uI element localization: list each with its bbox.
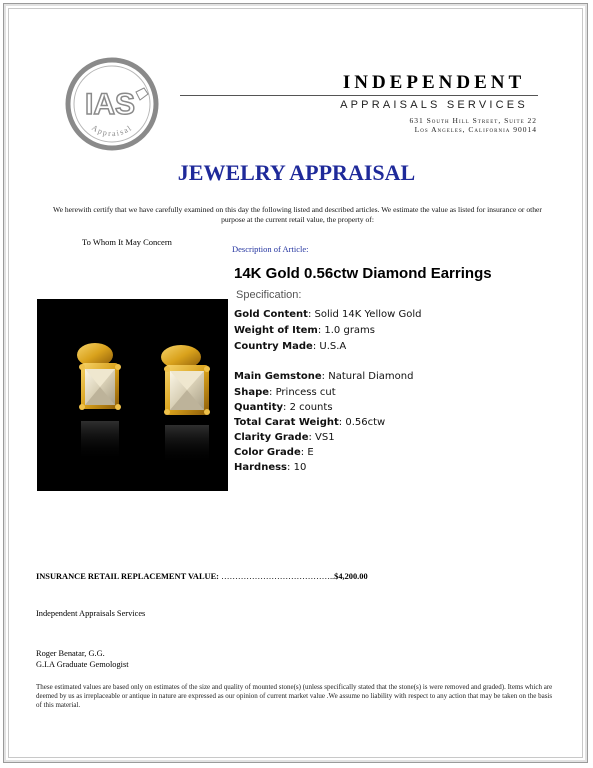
spec-total-carat: Total Carat Weight: 0.56ctw — [234, 417, 386, 428]
logo-letters: IAS — [84, 88, 136, 121]
description-label: Description of Article: — [232, 244, 309, 254]
header-divider — [180, 95, 538, 96]
footer-company: Independent Appraisals Services — [36, 609, 146, 618]
spec-value: Princess cut — [275, 387, 336, 398]
spec-value: 0.56ctw — [345, 417, 386, 428]
spec-label: Main Gemstone — [234, 371, 322, 382]
insurance-value-row — [36, 572, 368, 581]
spec-label: Gold Content — [234, 309, 308, 320]
spec-label: Color Grade — [234, 447, 301, 458]
address-line-2: Los Angeles, California 90014 — [414, 125, 537, 134]
spec-color: Color Grade: E — [234, 447, 314, 458]
spec-country: Country Made: U.S.A — [234, 341, 347, 352]
spec-gold-content: Gold Content: Solid 14K Yellow Gold — [234, 309, 422, 320]
spec-quantity: Quantity: 2 counts — [234, 402, 333, 413]
appraiser-title: G.I.A Graduate Gemologist — [36, 660, 129, 669]
spec-label: Weight of Item — [234, 325, 318, 336]
article-title: 14K Gold 0.56ctw Diamond Earrings — [234, 265, 492, 282]
certification-statement: We herewith certify that we have carefully examined on this day the following listed and described articles. We estimate the value as listed for insurance or other purpose at the current retail value, the property of: — [53, 205, 542, 224]
insurance-label: INSURANCE RETAIL REPLACEMENT VALUE: — [36, 572, 219, 581]
spec-hardness: Hardness: 10 — [234, 462, 307, 473]
spec-value: U.S.A — [319, 341, 347, 352]
spec-main-gemstone: Main Gemstone: Natural Diamond — [234, 371, 414, 382]
company-name: INDEPENDENT — [342, 72, 526, 93]
spec-label: Country Made — [234, 341, 313, 352]
address-line-1: 631 South Hill Street, Suite 22 — [409, 116, 537, 125]
specification-label: Specification: — [236, 289, 302, 301]
spec-label: Clarity Grade — [234, 432, 309, 443]
spec-value: VS1 — [315, 432, 335, 443]
svg-text:Appraisal — [90, 123, 134, 138]
diamond-earrings-photo — [37, 299, 228, 491]
spec-label: Shape — [234, 387, 270, 398]
spec-value: E — [307, 447, 314, 458]
spec-value: 1.0 grams — [324, 325, 376, 336]
logo-ring-text: Appraisal — [90, 123, 134, 139]
spec-value: Natural Diamond — [328, 371, 414, 382]
spec-weight: Weight of Item: 1.0 grams — [234, 325, 376, 336]
spec-label: Total Carat Weight — [234, 417, 339, 428]
spec-value: Solid 14K Yellow Gold — [314, 309, 422, 320]
recipient: To Whom It May Concern — [82, 237, 172, 247]
spec-label: Hardness — [234, 462, 288, 473]
company-subtitle: APPRAISALS SERVICES — [340, 99, 528, 111]
appraiser-name: Roger Benatar, G.G. — [36, 649, 105, 658]
insurance-value: $4,200.00 — [334, 572, 368, 581]
spec-value: 2 counts — [289, 402, 333, 413]
document-title: JEWELRY APPRAISAL — [177, 160, 416, 185]
disclaimer: These estimated values are based only on estimates of the size and quality of mounted stone(s) (unless specifically stated that the stone(s) is were removed and graded). Items which are deemed by us as irreplaceable or antique in nature are expressed as our opinion of current market value .We assume no liability with respect to any action that may be taken on the basis of this material. — [36, 683, 553, 709]
ias-logo — [64, 56, 160, 152]
spec-shape: Shape: Princess cut — [234, 387, 336, 398]
insurance-leader: ………………………………….. — [221, 572, 335, 581]
spec-value: 10 — [293, 462, 307, 473]
spec-clarity: Clarity Grade: VS1 — [234, 432, 335, 443]
spec-label: Quantity — [234, 402, 283, 413]
